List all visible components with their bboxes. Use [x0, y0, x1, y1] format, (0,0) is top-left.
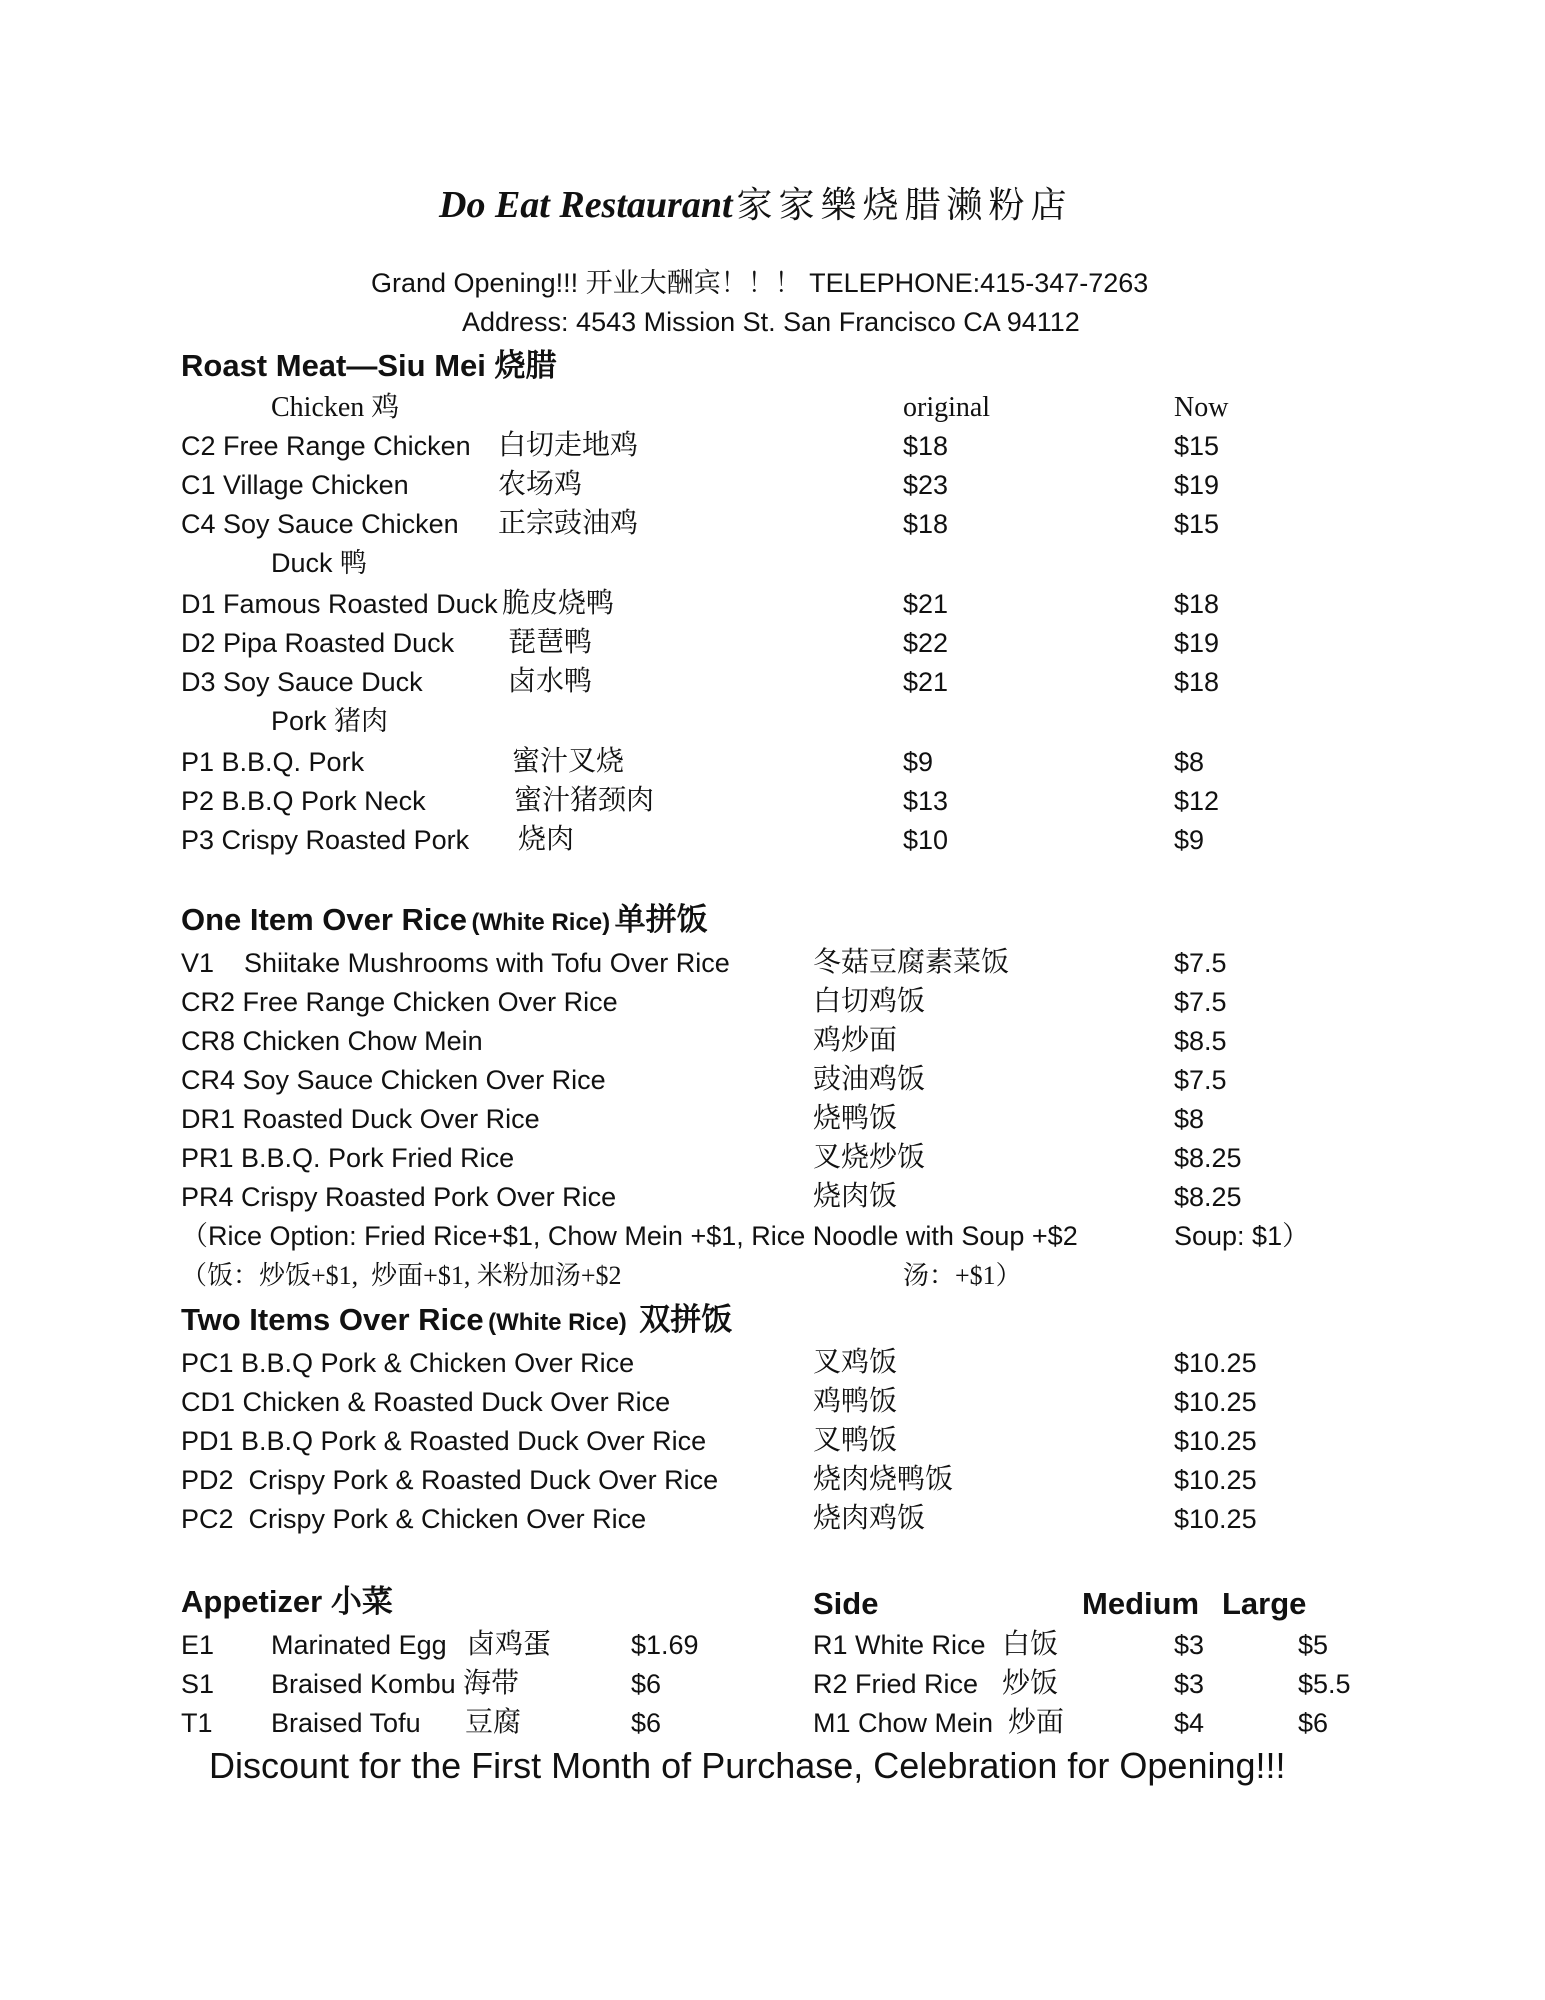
opening-line: Grand Opening!!! 开业大酬宾！！！ TELEPHONE:415-347-7263	[371, 268, 1149, 298]
col-header-medium: Medium	[1082, 1586, 1200, 1621]
rice-option-note-cn: （饭：炒饭+$1, 炒面+$1, 米粉加汤+$2	[181, 1261, 622, 1290]
menu-item-name: D1 Famous Roasted Duck	[181, 589, 498, 619]
section-title-one-item	[181, 904, 708, 935]
price-now: $12	[1174, 786, 1220, 816]
menu-item-name: C4 Soy Sauce Chicken	[181, 509, 459, 539]
two-items-title: Two Items Over Rice	[181, 1302, 484, 1337]
price-now: $18	[1174, 667, 1220, 697]
side-price-large: $5	[1298, 1630, 1329, 1660]
price: $10.25	[1174, 1426, 1257, 1456]
menu-item-cn: 叉鸡饭	[813, 1346, 898, 1377]
menu-item-name: P1 B.B.Q. Pork	[181, 747, 365, 777]
side-name: R1 White Rice	[813, 1630, 986, 1660]
menu-item-name: C1 Village Chicken	[181, 470, 409, 500]
menu-item-cn: 叉烧炒饭	[813, 1141, 926, 1172]
menu-item-cn: 蜜汁叉烧	[512, 745, 625, 776]
menu-item-cn: 脆皮烧鸭	[502, 587, 615, 618]
two-items-title-small: (White Rice)	[488, 1309, 627, 1336]
price-now: $8	[1174, 747, 1205, 777]
menu-item-name: CD1 Chicken & Roasted Duck Over Rice	[181, 1387, 671, 1417]
menu-item-name: PC1 B.B.Q Pork & Chicken Over Rice	[181, 1348, 635, 1378]
rice-option-note: （Rice Option: Fried Rice+$1, Chow Mein +$1, Rice Noodle with Soup +$2	[181, 1221, 1078, 1251]
rice-option-soup-note-cn: 汤：+$1）	[903, 1261, 1022, 1290]
price: $10.25	[1174, 1465, 1257, 1495]
col-header-large: Large	[1222, 1586, 1307, 1621]
one-item-title-small: (White Rice)	[471, 909, 611, 936]
menu-item-name: DR1 Roasted Duck Over Rice	[181, 1104, 540, 1134]
section-title-two-items	[181, 1304, 732, 1335]
price: $8.25	[1174, 1143, 1242, 1173]
price-original: $10	[903, 825, 949, 855]
side-price-large: $5.5	[1298, 1669, 1351, 1699]
side-price-large: $6	[1298, 1708, 1329, 1738]
price-now: $19	[1174, 628, 1220, 658]
menu-item-cn: 烧肉饭	[813, 1180, 898, 1211]
section-title-roast: Roast Meat—Siu Mei 烧腊	[181, 348, 557, 383]
one-item-title: One Item Over Rice	[181, 902, 468, 937]
side-cn: 炒面	[1008, 1706, 1065, 1737]
price: $10.25	[1174, 1348, 1257, 1378]
menu-item-name: D3 Soy Sauce Duck	[181, 667, 423, 697]
menu-item-name: PR4 Crispy Roasted Pork Over Rice	[181, 1182, 617, 1212]
appetizer-code: E1	[181, 1630, 215, 1660]
address-line: Address: 4543 Mission St. San Francisco CA 94112	[462, 307, 1080, 337]
price: $7.5	[1174, 987, 1227, 1017]
appetizer-cn: 豆腐	[465, 1706, 522, 1737]
menu-item-cn: 白切走地鸡	[498, 429, 639, 460]
restaurant-title	[439, 186, 1073, 224]
price: $7.5	[1174, 1065, 1227, 1095]
price-now: $19	[1174, 470, 1220, 500]
price: $7.5	[1174, 948, 1227, 978]
menu-item-name: D2 Pipa Roasted Duck	[181, 628, 455, 658]
price-original: $21	[903, 589, 949, 619]
side-price-medium: $3	[1174, 1630, 1205, 1660]
menu-item-cn: 琵琶鸭	[508, 626, 593, 657]
price-now: $18	[1174, 589, 1220, 619]
menu-item-name: CR8 Chicken Chow Mein	[181, 1026, 483, 1056]
price-original: $21	[903, 667, 949, 697]
side-name: M1 Chow Mein	[813, 1708, 994, 1738]
side-cn: 白饭	[1002, 1628, 1059, 1659]
menu-item-cn: 叉鸭饭	[813, 1424, 898, 1455]
appetizer-price: $6	[631, 1708, 662, 1738]
price-now: $15	[1174, 509, 1220, 539]
one-item-title-cn: 单拼饭	[614, 902, 708, 937]
col-header-original: original	[903, 392, 991, 423]
pork-subheader: Pork 猪肉	[271, 706, 389, 736]
menu-item-cn: 豉油鸡饭	[813, 1063, 926, 1094]
appetizer-price: $1.69	[631, 1630, 699, 1660]
menu-item-name: CR4 Soy Sauce Chicken Over Rice	[181, 1065, 606, 1095]
side-price-medium: $4	[1174, 1708, 1205, 1738]
footer-discount: Discount for the First Month of Purchase, Celebration for Opening!!!	[209, 1745, 1286, 1786]
menu-item-name: V1 Shiitake Mushrooms with Tofu Over Rice	[181, 948, 730, 978]
section-title-side: Side	[813, 1586, 879, 1621]
appetizer-code: S1	[181, 1669, 215, 1699]
menu-item-cn: 烧肉	[518, 823, 575, 854]
menu-item-name: PD1 B.B.Q Pork & Roasted Duck Over Rice	[181, 1426, 707, 1456]
price-now: $9	[1174, 825, 1205, 855]
price: $10.25	[1174, 1504, 1257, 1534]
appetizer-name: Marinated Egg	[271, 1630, 447, 1660]
menu-item-cn: 烧肉鸡饭	[813, 1502, 926, 1533]
appetizer-code: T1	[181, 1708, 213, 1738]
price: $8.5	[1174, 1026, 1227, 1056]
rice-option-soup-note: Soup: $1）	[1174, 1221, 1310, 1251]
side-price-medium: $3	[1174, 1669, 1205, 1699]
col-header-now: Now	[1174, 392, 1229, 423]
title-en: Do Eat Restaurant	[439, 184, 733, 226]
price-original: $18	[903, 509, 949, 539]
side-name: R2 Fried Rice	[813, 1669, 979, 1699]
menu-item-cn: 蜜汁猪颈肉	[514, 784, 655, 815]
menu-item-name: C2 Free Range Chicken	[181, 431, 471, 461]
appetizer-cn: 海带	[463, 1667, 520, 1698]
menu-item-name: P3 Crispy Roasted Pork	[181, 825, 470, 855]
menu-item-cn: 冬菇豆腐素菜饭	[813, 946, 1010, 977]
price: $8	[1174, 1104, 1205, 1134]
menu-item-name: CR2 Free Range Chicken Over Rice	[181, 987, 618, 1017]
price-original: $18	[903, 431, 949, 461]
appetizer-price: $6	[631, 1669, 662, 1699]
menu-item-cn: 烧鸭饭	[813, 1102, 898, 1133]
appetizer-name: Braised Tofu	[271, 1708, 421, 1738]
menu-item-cn: 正宗豉油鸡	[498, 507, 639, 538]
menu-item-cn: 白切鸡饭	[813, 985, 926, 1016]
menu-item-name: PR1 B.B.Q. Pork Fried Rice	[181, 1143, 515, 1173]
menu-item-name: PD2 Crispy Pork & Roasted Duck Over Rice	[181, 1465, 719, 1495]
menu-item-cn: 鸡鸭饭	[813, 1385, 898, 1416]
menu-item-cn: 农场鸡	[498, 468, 583, 499]
appetizer-cn: 卤鸡蛋	[467, 1628, 552, 1659]
title-cn: 家家樂烧腊濑粉店	[736, 185, 1073, 225]
price-now: $15	[1174, 431, 1220, 461]
price-original: $13	[903, 786, 949, 816]
section-title-appetizer: Appetizer 小菜	[181, 1584, 393, 1619]
appetizer-name: Braised Kombu	[271, 1669, 456, 1699]
side-cn: 炒饭	[1002, 1667, 1059, 1698]
menu-item-cn: 卤水鸭	[508, 665, 593, 696]
menu-item-name: PC2 Crispy Pork & Chicken Over Rice	[181, 1504, 647, 1534]
menu-item-cn: 鸡炒面	[813, 1024, 898, 1055]
two-items-title-cn: 双拼饭	[639, 1302, 733, 1337]
duck-subheader: Duck 鸭	[271, 548, 368, 578]
chicken-subheader: Chicken 鸡	[271, 392, 400, 423]
price: $8.25	[1174, 1182, 1242, 1212]
price: $10.25	[1174, 1387, 1257, 1417]
price-original: $22	[903, 628, 949, 658]
menu-item-name: P2 B.B.Q Pork Neck	[181, 786, 426, 816]
menu-item-cn: 烧肉烧鸭饭	[813, 1463, 954, 1494]
price-original: $23	[903, 470, 949, 500]
price-original: $9	[903, 747, 934, 777]
